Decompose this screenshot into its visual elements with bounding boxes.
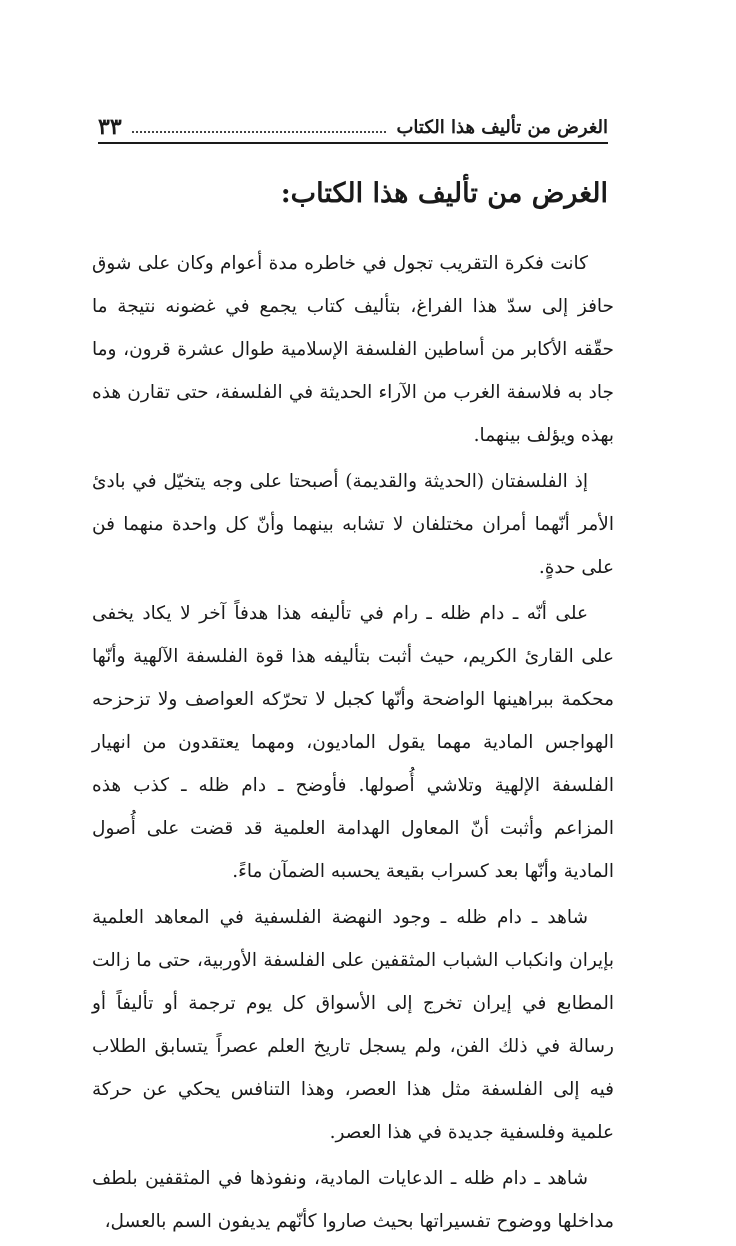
running-header: [98, 112, 608, 144]
paragraph: شاهد ـ دام ظله ـ وجود النهضة الفلسفية في المعاهد العلمية بإيران وانكباب الشباب المثقفين على الفلسفة الأوربية، حتى ما زالت المطابع في إيران تخرج إلى الأسواق كل يوم ترجمة أو تأليفاً أو رسالة في ذلك الفن، ولم يسجل تاريخ العلم عصراً يتسابق الطلاب فيه إلى الفلسفة مثل هذا العصر، وهذا التنافس يحكي عن حركة علمية وفلسفية جديدة في هذا العصر.: [92, 907, 614, 1143]
paragraph: إذ الفلسفتان (الحديثة والقديمة) أصبحتا على وجه يتخيّل في بادئ الأمر أنّهما أمران مختلفان لا تشابه بينهما وأنّ كل واحدة منهما فن على حدةٍ.: [92, 471, 614, 578]
paragraph: شاهد ـ دام ظله ـ الدعايات المادية، ونفوذها في المثقفين بلطف مداخلها ووضوح تفسيراتها بحيث صاروا كأنّهم يديفون السم بالعسل،: [92, 1168, 614, 1232]
body-text: [92, 242, 614, 1246]
section-heading: الغرض من تأليف هذا الكتاب:: [280, 178, 608, 209]
page-number: ٣٣: [98, 114, 122, 140]
header-leader-dots: [132, 130, 387, 133]
paragraph: على أنّه ـ دام ظله ـ رام في تأليفه هذا هدفاً آخر لا يكاد يخفى على القارئ الكريم، حيث أثبت بتأليفه هذا قوة الفلسفة الآلهية وأنّها محكمة ببراهينها الواضحة وأنّها كجبل لا تحرّكه العواصف ولا تزحزحه الهواجس المادية مهما يقول الماديون، ومهما يعتقدون من انهيار الفلسفة الإلهية وتلاشي أُصولها. فأوضح ـ دام ظله ـ كذب هذه المزاعم وأثبت أنّ المعاول الهدامة العلمية قد قضت على أُصول المادية وأنّها بعد كسراب بقيعة يحسبه الضمآن ماءً.: [92, 603, 614, 882]
running-header-title: الغرض من تأليف هذا الكتاب: [396, 116, 608, 138]
paragraph: كانت فكرة التقريب تجول في خاطره مدة أعوام وكان على شوق حافز إلى سدّ هذا الفراغ، بتأليف كتاب يجمع في غضونه نتيجة ما حقّقه الأكابر من أساطين الفلسفة الإسلامية طوال عشرة قرون، وما جاد به فلاسفة الغرب من الآراء الحديثة في الفلسفة، حتى تقارن هذه بهذه ويؤلف بينهما.: [92, 253, 614, 446]
